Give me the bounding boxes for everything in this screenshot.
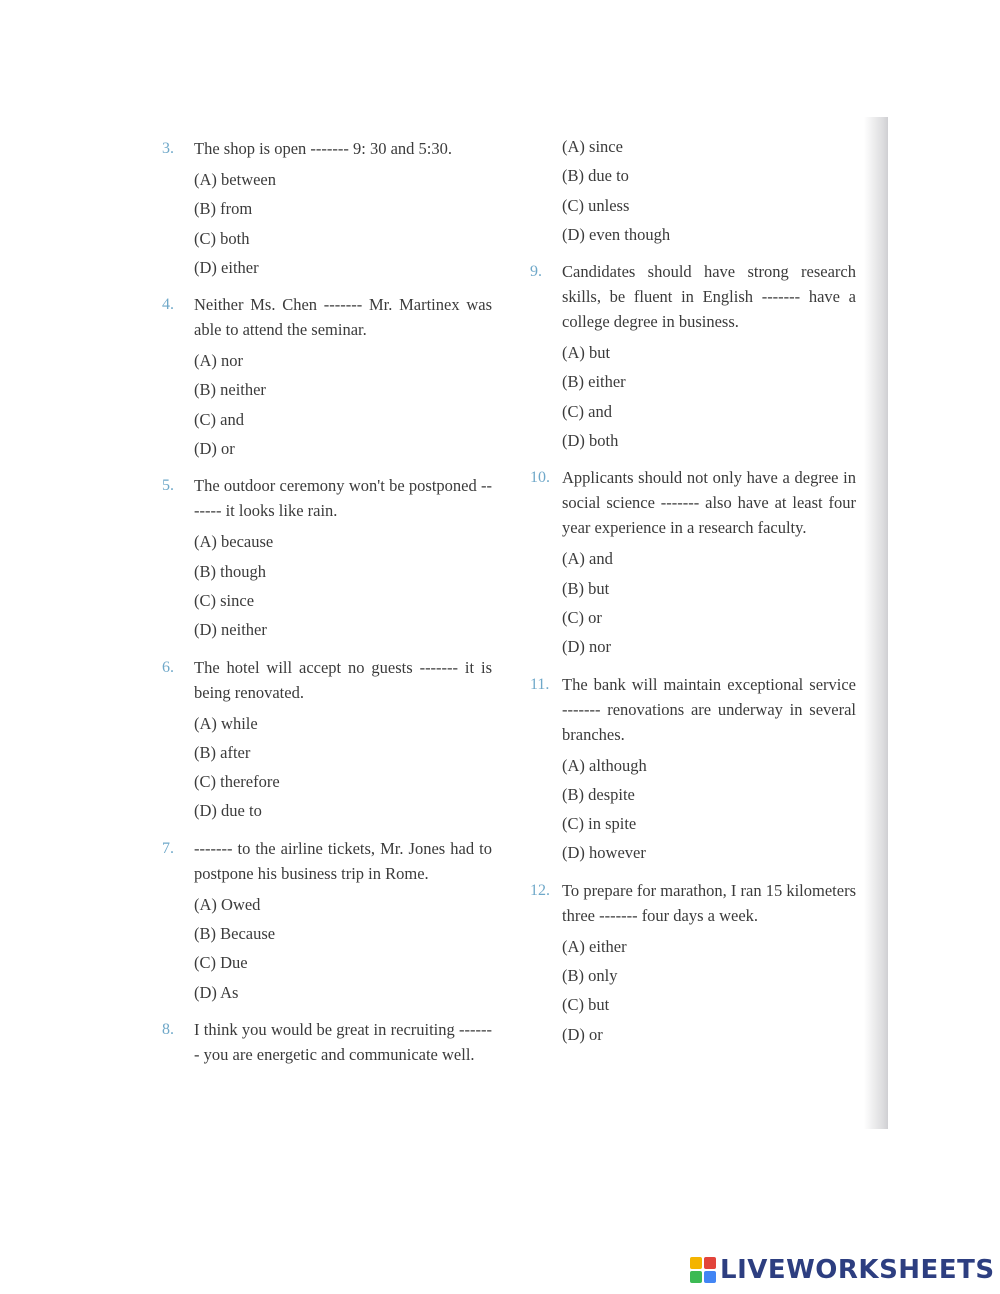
spacer xyxy=(530,1049,856,1059)
question-row xyxy=(162,655,492,705)
question-number: 12. xyxy=(530,881,550,899)
option-d[interactable]: (D) or xyxy=(562,1024,603,1044)
question-row xyxy=(162,1017,492,1067)
options-list xyxy=(194,890,492,1007)
question-stem: Neither Ms. Chen ------- Mr. Martinex was able to attend the seminar. xyxy=(194,295,492,340)
option-d[interactable]: (D) even though xyxy=(562,224,671,244)
option-c[interactable]: (C) therefore xyxy=(194,772,280,792)
options-list xyxy=(194,709,492,826)
option-d[interactable]: (D) or xyxy=(194,439,235,459)
question-stem: The hotel will accept no guests ------- it is being renovated. xyxy=(194,657,492,702)
question-number: 4. xyxy=(162,296,174,314)
options-list xyxy=(562,338,856,455)
question-stem: The bank will maintain exceptional service ------- renovations are underway in several branches. xyxy=(562,674,856,744)
option-a[interactable]: (A) but xyxy=(562,343,611,363)
spacer xyxy=(162,282,492,292)
option-a[interactable]: (A) while xyxy=(194,713,258,733)
option-a[interactable]: (A) because xyxy=(194,532,274,552)
option-b[interactable]: (B) either xyxy=(562,372,626,392)
option-a[interactable]: (A) since xyxy=(562,137,623,156)
question-number: 10. xyxy=(530,469,550,487)
question-number: 7. xyxy=(162,839,174,857)
option-d[interactable]: (D) nor xyxy=(562,637,612,657)
option-d[interactable]: (D) due to xyxy=(194,801,262,821)
option-c[interactable]: (C) but xyxy=(562,995,610,1015)
question-number: 5. xyxy=(162,477,174,495)
option-c[interactable]: (C) since xyxy=(194,590,255,610)
spacer xyxy=(162,463,492,473)
question-12 xyxy=(530,878,856,1049)
question-8-options-continued xyxy=(530,132,856,249)
question-3 xyxy=(162,136,492,282)
question-stem: To prepare for marathon, I ran 15 kilometers three ------- four days a week. xyxy=(562,880,856,925)
question-number: 3. xyxy=(162,140,174,157)
spacer xyxy=(162,1007,492,1017)
question-row xyxy=(530,672,856,747)
options-list xyxy=(562,751,856,868)
spacer xyxy=(530,868,856,878)
question-number: 11. xyxy=(530,675,550,693)
options-list xyxy=(194,527,492,644)
option-c[interactable]: (C) and xyxy=(194,409,244,429)
options-list xyxy=(562,544,856,661)
question-5 xyxy=(162,473,492,644)
spacer xyxy=(162,826,492,836)
option-c[interactable]: (C) and xyxy=(562,401,612,421)
option-b[interactable]: (B) neither xyxy=(194,380,266,400)
question-row xyxy=(162,292,492,342)
question-row xyxy=(530,465,856,540)
logo-text: LIVEWORKSHEETS xyxy=(720,1255,995,1285)
option-b[interactable]: (B) despite xyxy=(562,784,635,804)
question-stem: Candidates should have strong research skills, be fluent in English ------- have a college degree in business. xyxy=(562,262,856,332)
spacer xyxy=(530,662,856,672)
question-row xyxy=(162,136,492,161)
option-a[interactable]: (A) nor xyxy=(194,351,244,371)
question-stem: Applicants should not only have a degree in social science ------- also have at least four year experience in a research faculty. xyxy=(562,468,856,538)
question-stem: The outdoor ceremony won't be postponed ------- it looks like rain. xyxy=(194,476,492,521)
question-row xyxy=(530,878,856,928)
spacer xyxy=(162,1067,492,1077)
option-b[interactable]: (B) though xyxy=(194,561,266,581)
options-list xyxy=(194,346,492,463)
spacer xyxy=(530,249,856,259)
question-stem: I think you would be great in recruiting ------- you are energetic and communicate well. xyxy=(194,1019,492,1064)
question-11 xyxy=(530,672,856,868)
option-b[interactable]: (B) but xyxy=(562,578,610,598)
liveworksheets-logo[interactable] xyxy=(690,1255,995,1285)
option-d[interactable]: (D) either xyxy=(194,257,259,277)
page-edge-shadow xyxy=(864,117,888,1129)
option-d[interactable]: (D) As xyxy=(194,982,239,1002)
left-column xyxy=(162,136,492,1077)
spacer xyxy=(530,455,856,465)
option-c[interactable]: (C) unless xyxy=(562,195,630,215)
liveworksheets-logo-icon xyxy=(690,1257,716,1283)
question-row xyxy=(162,473,492,523)
question-number: 8. xyxy=(162,1020,174,1038)
option-a[interactable]: (A) between xyxy=(194,170,277,189)
question-number: 6. xyxy=(162,658,174,676)
option-d[interactable]: (D) neither xyxy=(194,620,267,640)
spacer xyxy=(162,645,492,655)
option-a[interactable]: (A) Owed xyxy=(194,894,261,914)
option-a[interactable]: (A) either xyxy=(562,936,627,956)
question-10 xyxy=(530,465,856,661)
question-stem: ------- to the airline tickets, Mr. Jones had to postpone his business trip in Rome. xyxy=(194,838,492,883)
option-b[interactable]: (B) only xyxy=(562,966,618,986)
question-7 xyxy=(162,836,492,1007)
question-row xyxy=(530,259,856,334)
option-b[interactable]: (B) due to xyxy=(562,166,629,186)
right-column xyxy=(530,136,856,1059)
question-6 xyxy=(162,655,492,826)
option-c[interactable]: (C) or xyxy=(562,607,602,627)
question-4 xyxy=(162,292,492,463)
question-9 xyxy=(530,259,856,455)
options-list xyxy=(562,932,856,1049)
option-b[interactable]: (B) Because xyxy=(194,924,276,944)
options-list xyxy=(562,132,856,249)
option-a[interactable]: (A) although xyxy=(562,755,647,775)
option-a[interactable]: (A) and xyxy=(562,549,613,569)
option-b[interactable]: (B) from xyxy=(194,199,253,219)
options-list xyxy=(194,165,492,282)
option-d[interactable]: (D) however xyxy=(562,843,646,863)
question-row xyxy=(162,836,492,886)
option-d[interactable]: (D) both xyxy=(562,431,619,451)
option-b[interactable]: (B) after xyxy=(194,742,251,762)
option-c[interactable]: (C) Due xyxy=(194,953,248,973)
question-8 xyxy=(162,1017,492,1067)
option-c[interactable]: (C) both xyxy=(194,228,250,248)
option-c[interactable]: (C) in spite xyxy=(562,814,637,834)
question-number: 9. xyxy=(530,263,542,281)
question-stem: The shop is open ------- 9: 30 and 5:30. xyxy=(194,139,452,158)
